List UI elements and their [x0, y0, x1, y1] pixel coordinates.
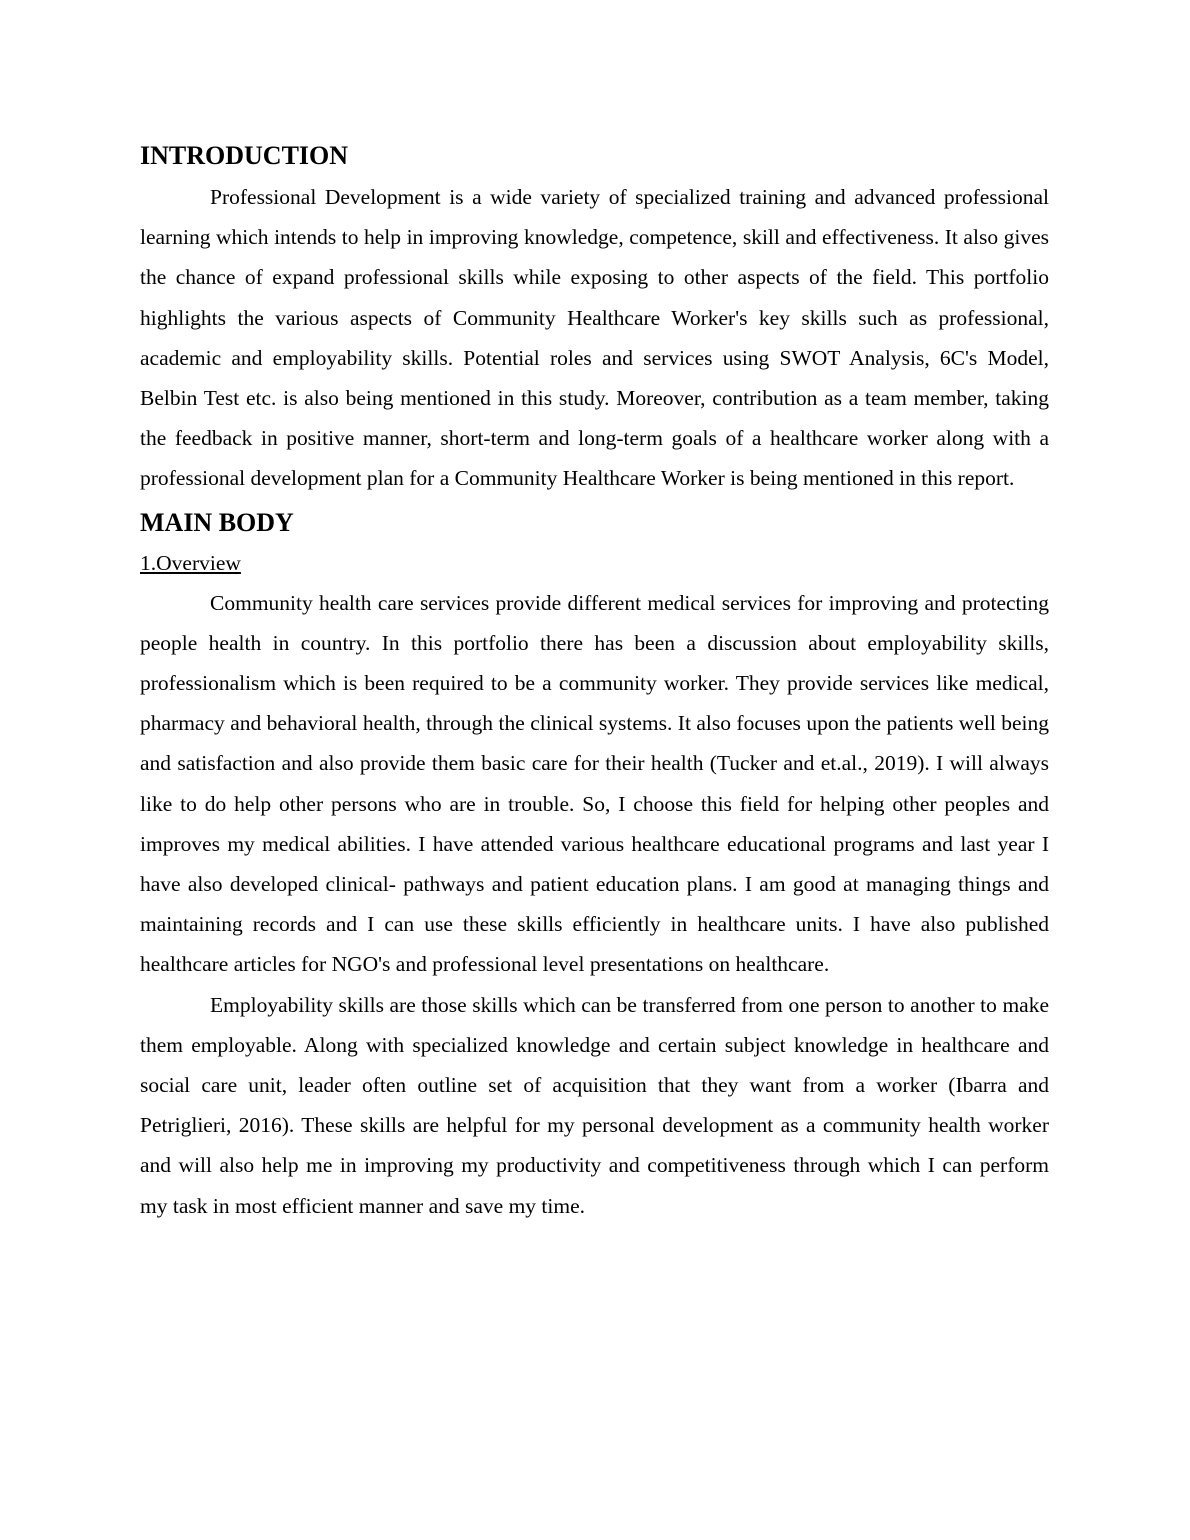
introduction-paragraph: Professional Development is a wide variety of specialized training and advanced professional learning which intends to help in improving knowledge, competence, skill and effectiveness. It also gives the chance of expand professional skills while exposing to other aspects of the field. This portfolio highlights the various aspects of Community Healthcare Worker's key skills such as professional, academic and employability skills. Potential roles and services using SWOT Analysis, 6C's Model, Belbin Test etc. is also being mentioned in this study. Moreover, contribution as a team member, taking the feedback in positive manner, short-term and long-term goals of a healthcare worker along with a professional development plan for a Community Healthcare Worker is being mentioned in this report. [140, 185, 1049, 491]
main-body-heading: MAIN BODY [140, 507, 294, 537]
overview-paragraph-2: Employability skills are those skills which can be transferred from one person to another to make them employable. Along with specialized knowledge and certain subject knowledge in healthcare and social care unit, leader often outline set of acquisition that they want from a worker (Ibarra and Petriglieri, 2016). These skills are helpful for my personal development as a community health worker and will also help me in improving my productivity and competitiveness through which I can perform my task in most efficient manner and save my time. [140, 992, 1049, 1218]
overview-paragraph-1: Community health care services provide different medical services for improving and protecting people health in country. In this portfolio there has been a discussion about employability skills, professionalism which is been required to be a community worker. They provide services like medical, pharmacy and behavioral health, through the clinical systems. It also focuses upon the patients well being and satisfaction and also provide them basic care for their health (Tucker and et.al., 2019). I will always like to do help other persons who are in trouble. So, I choose this field for helping other peoples and improves my medical abilities. I have attended various healthcare educational programs and last year I have also developed clinical- pathways and patient education plans. I am good at managing things and maintaining records and I can use these skills efficiently in healthcare units. I have also published healthcare articles for NGO's and professional level presentations on healthcare. [140, 590, 1049, 977]
introduction-heading: INTRODUCTION [140, 141, 349, 170]
document-page [140, 138, 1049, 1226]
overview-heading: 1.Overview [140, 550, 241, 575]
